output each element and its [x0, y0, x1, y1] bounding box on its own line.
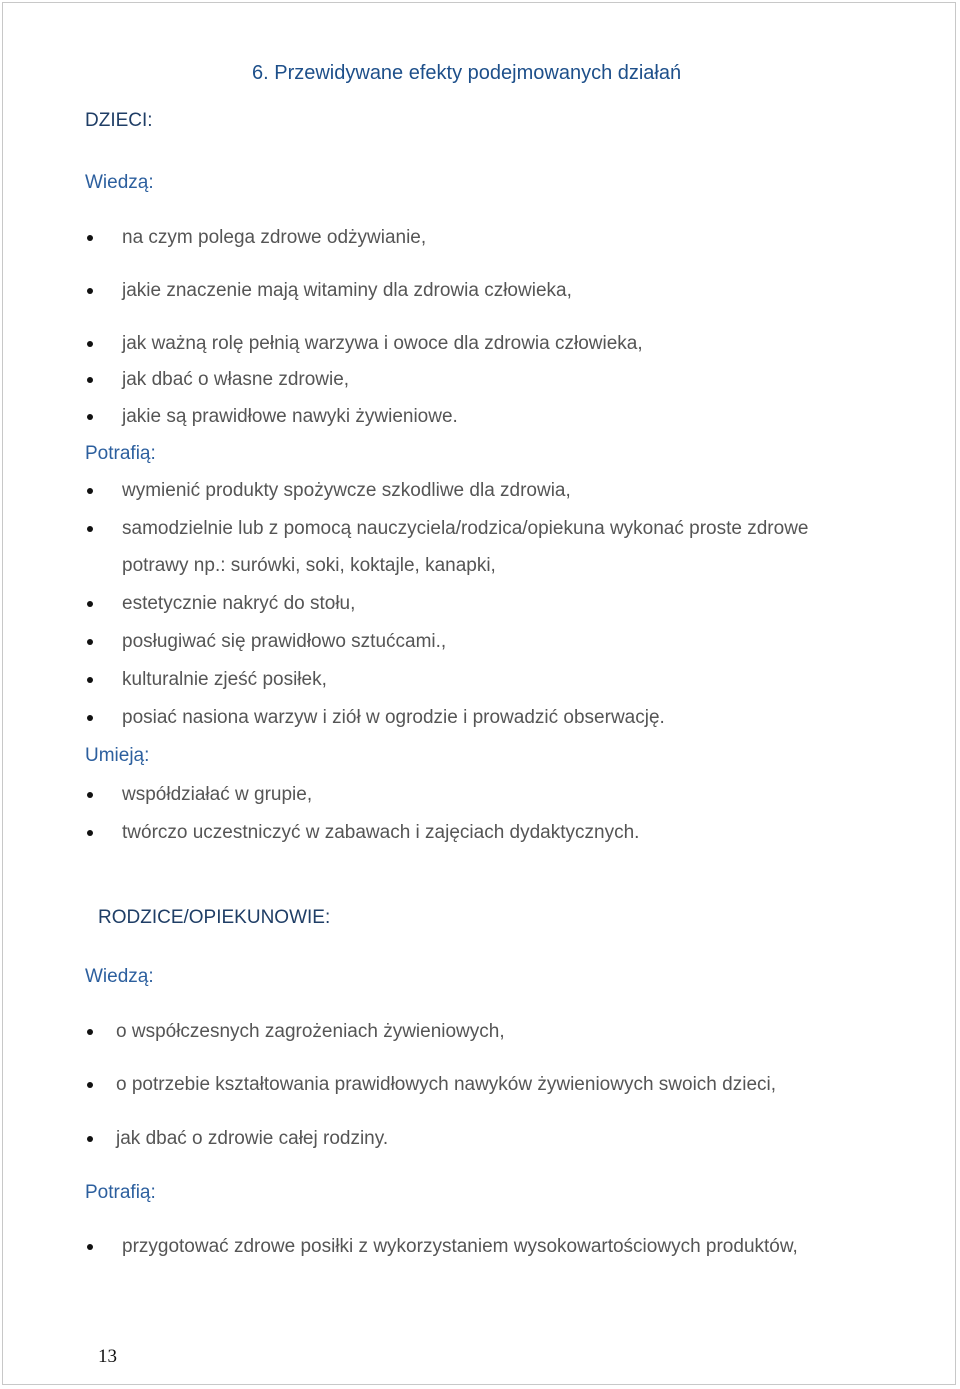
list-item: jak ważną rolę pełnią warzywa i owoce dla zdrowia człowieka, [122, 333, 643, 354]
list-item: przygotować zdrowe posiłki z wykorzystaniem wysokowartościowych produktów, [122, 1236, 798, 1257]
list-item: o potrzebie kształtowania prawidłowych nawyków żywieniowych swoich dzieci, [116, 1074, 777, 1095]
list-item: na czym polega zdrowe odżywianie, [122, 227, 427, 248]
bullet-icon [87, 830, 93, 836]
bullet-icon [87, 414, 93, 420]
parents-heading: RODZICE/OPIEKUNOWIE: [98, 907, 331, 928]
bullet-icon [87, 288, 93, 294]
bullet-icon [87, 601, 93, 607]
bullet-icon [87, 715, 93, 721]
bullet-icon [87, 1136, 93, 1142]
list-item: jakie znaczenie mają witaminy dla zdrowia człowieka, [122, 280, 572, 301]
bullet-icon [87, 1029, 93, 1035]
bullet-icon [87, 639, 93, 645]
bullet-icon [87, 1082, 93, 1088]
bullet-icon [87, 341, 93, 347]
list-item: estetycznie nakryć do stołu, [122, 593, 356, 614]
parents-knowledge-label: Wiedzą: [85, 966, 154, 987]
page-number: 13 [98, 1346, 117, 1367]
list-item: kulturalnie zjeść posiłek, [122, 669, 327, 690]
list-item: jakie są prawidłowe nawyki żywieniowe. [122, 406, 458, 427]
bullet-icon [87, 488, 93, 494]
list-item: współdziałać w grupie, [122, 784, 313, 805]
list-item: o współczesnych zagrożeniach żywieniowych, [116, 1021, 505, 1042]
bullet-icon [87, 792, 93, 798]
list-item: twórczo uczestniczyć w zabawach i zajęciach dydaktycznych. [122, 822, 640, 843]
bullet-icon [87, 235, 93, 241]
list-item: posługiwać się prawidłowo sztućcami., [122, 631, 447, 652]
children-skills-label: Umieją: [85, 745, 150, 766]
bullet-icon [87, 377, 93, 383]
bullet-icon [87, 526, 93, 532]
children-heading: DZIECI: [85, 110, 153, 131]
list-item: jak dbać o własne zdrowie, [122, 369, 350, 390]
page-frame [2, 2, 956, 1385]
list-item-continuation: potrawy np.: surówki, soki, koktajle, kanapki, [122, 555, 496, 576]
children-knowledge-label: Wiedzą: [85, 172, 154, 193]
bullet-icon [87, 1244, 93, 1250]
page-title: 6. Przewidywane efekty podejmowanych działań [252, 62, 682, 84]
parents-abilities-label: Potrafią: [85, 1182, 156, 1203]
bullet-icon [87, 677, 93, 683]
list-item: jak dbać o zdrowie całej rodziny. [116, 1128, 389, 1149]
children-abilities-label: Potrafią: [85, 443, 156, 464]
list-item: wymienić produkty spożywcze szkodliwe dla zdrowia, [122, 480, 571, 501]
list-item: samodzielnie lub z pomocą nauczyciela/rodzica/opiekuna wykonać proste zdrowe [122, 518, 809, 539]
list-item: posiać nasiona warzyw i ziół w ogrodzie i prowadzić obserwację. [122, 707, 665, 728]
